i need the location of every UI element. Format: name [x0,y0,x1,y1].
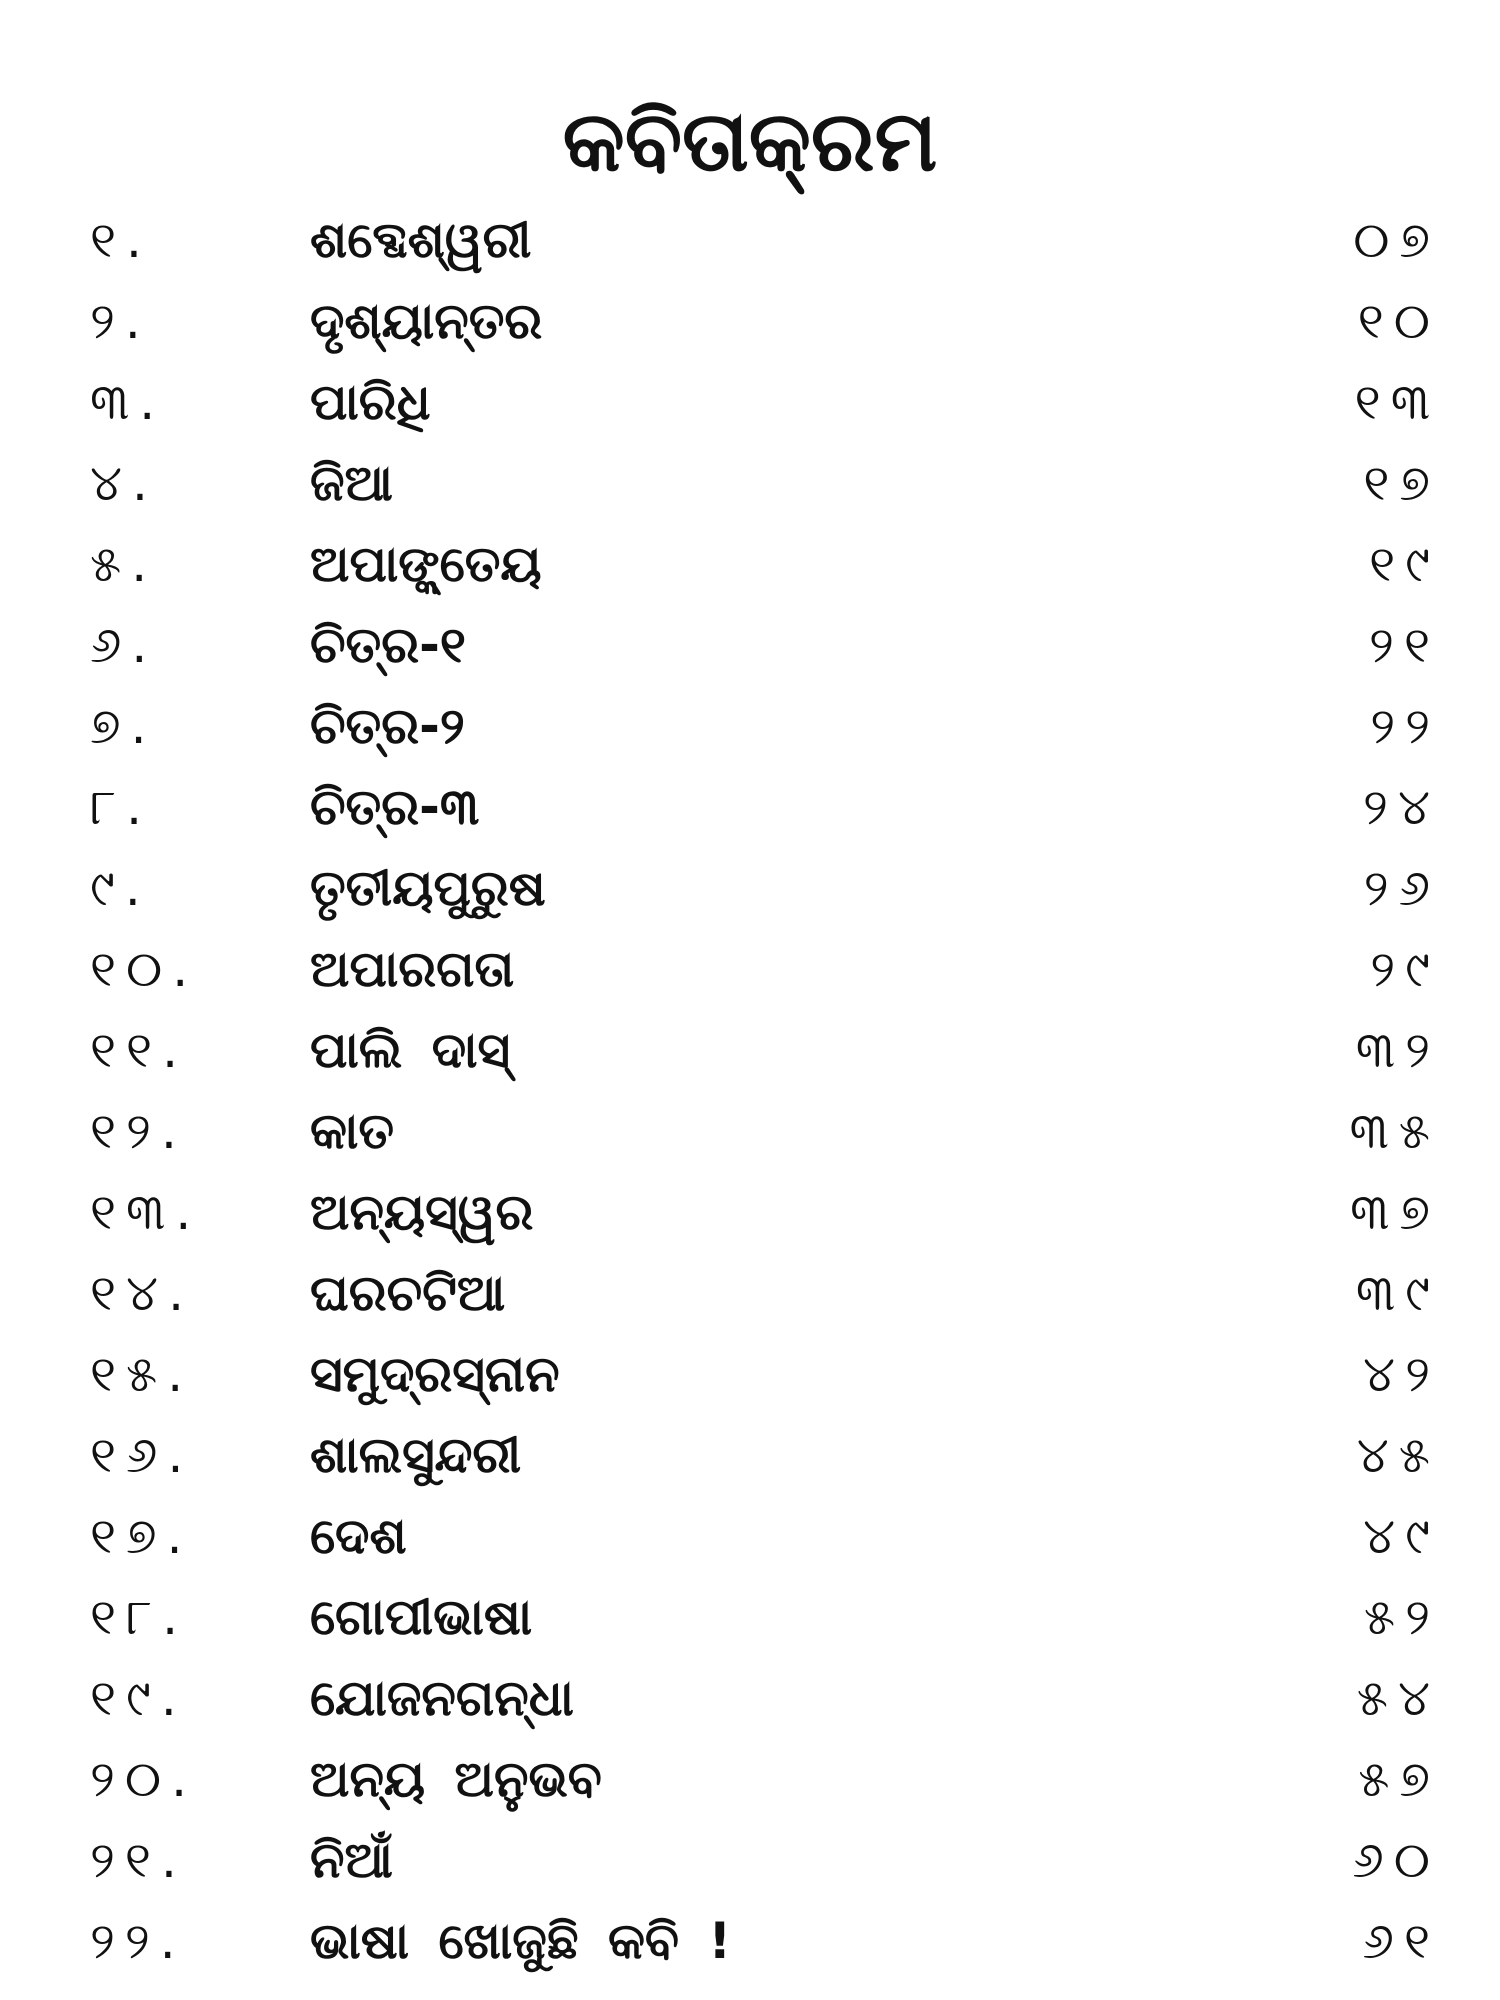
toc-entry-number: ୧୫. [90,1345,194,1403]
toc-entry-number: ୮. [90,778,152,836]
toc-entry-number: ୪. [90,454,158,512]
toc-entry-number: ୧୮. [90,1588,189,1646]
toc-entry-number: ୨୧. [90,1831,187,1889]
toc-entry-title: ଚିତ୍ର-୩ [310,778,480,836]
toc-entry-page: ୨୯ [1370,940,1440,998]
toc-entry [0,1253,1500,1334]
toc-entry-title: ଅନ୍ୟସ୍ୱର [310,1183,534,1241]
toc-entry-number: ୧୪. [90,1264,194,1322]
toc-entry-number: ୨୨. [90,1912,186,1970]
toc-entry-page: ୨୬ [1363,859,1440,917]
toc-entry-number: ୧୨. [90,1102,187,1160]
toc-entry-page: ୫୭ [1358,1750,1440,1808]
toc-entry [0,1901,1500,1982]
toc-entry [0,524,1500,605]
toc-entry [0,1820,1500,1901]
toc-entry [0,686,1500,767]
toc-entry-title: ପାରିଧି [310,373,431,431]
toc-entry-number: ୧୭. [90,1507,193,1565]
toc-entry [0,848,1500,929]
toc-entry [0,1010,1500,1091]
toc-entry [0,605,1500,686]
toc-entry [0,1334,1500,1415]
toc-entry-title: ଚିତ୍ର-୨ [310,697,465,755]
toc-entry-page: ୦୭ [1353,211,1440,269]
toc-entry-number: ୧୬. [90,1426,194,1484]
toc-entry-page: ୫୪ [1356,1669,1440,1727]
toc-entry-number: ୧୦. [90,940,199,998]
toc-entry-page: ୧୭ [1363,454,1440,512]
page-title: କବିତାକ୍ରମ [562,92,938,191]
toc-entry-page: ୪୫ [1356,1426,1440,1484]
toc-entry-page: ୬୦ [1352,1831,1440,1889]
toc-entry [0,1658,1500,1739]
toc-entry [0,929,1500,1010]
toc-entry-title: ନିଆଁ [310,1831,393,1889]
toc-entry-page: ୧୦ [1357,292,1440,350]
toc-entry-number: ୨୦. [90,1750,197,1808]
toc-entry-title: ଅନ୍ୟ ଅନୁଭବ [310,1750,602,1808]
table-of-contents [0,200,1500,1982]
toc-entry-number: ୯. [90,859,151,917]
toc-entry-title: ଦେଶ [310,1507,407,1565]
toc-entry-title: କାତ [310,1102,394,1160]
toc-entry-number: ୫. [90,535,158,593]
toc-entry-page: ୨୧ [1369,616,1440,674]
toc-entry-number: ୧୩. [90,1183,202,1241]
toc-entry-title: ଭାଷା ଖୋଜୁଛି କବି ! [310,1912,732,1970]
toc-entry [0,1172,1500,1253]
toc-entry-page: ୪୯ [1363,1507,1440,1565]
toc-entry-title: ଗୋପୀଭାଷା [310,1588,533,1646]
toc-entry-title: ଯୋଜନଗନ୍ଧା [310,1669,574,1727]
toc-entry-title: ପାଲି ଦାସ୍ [310,1021,511,1079]
toc-entry [0,1739,1500,1820]
toc-entry-page: ୧୯ [1369,535,1440,593]
toc-entry-page: ୪୨ [1363,1345,1440,1403]
toc-entry-page: ୩୨ [1355,1021,1440,1079]
toc-entry-title: ଶାଲସୁନ୍ଦରୀ [310,1426,522,1484]
toc-entry-page: ୨୪ [1363,778,1440,836]
toc-entry-title: ତୃତୀୟପୁରୁଷ [310,859,546,917]
toc-entry-title: ଜିଆ [310,454,393,512]
toc-entry [0,1415,1500,1496]
toc-entry-title: ଦୃଶ୍ୟାନ୍ତର [310,292,543,350]
toc-entry-number: ୨. [90,292,151,350]
toc-entry-number: ୧. [90,211,152,269]
toc-entry-title: ଅପାରଗତା [310,940,515,998]
toc-entry-page: ୩୭ [1350,1183,1440,1241]
toc-entry-title: ସମୁଦ୍ରସ୍ନାନ [310,1345,560,1403]
toc-entry [0,362,1500,443]
toc-entry [0,767,1500,848]
toc-entry-page: ୫୨ [1363,1588,1440,1646]
toc-entry [0,1091,1500,1172]
toc-entry-page: ୧୩ [1354,373,1440,431]
toc-entry [0,1577,1500,1658]
toc-entry-title: ଚିତ୍ର-୧ [310,616,466,674]
toc-entry-page: ୬୧ [1362,1912,1440,1970]
toc-entry-page: ୩୫ [1349,1102,1440,1160]
toc-entry-number: ୩. [90,373,166,431]
toc-entry [0,443,1500,524]
toc-entry-title: ଅପାଙ୍କ୍ତେୟ [310,535,542,593]
toc-entry-page: ୩୯ [1355,1264,1440,1322]
toc-entry [0,281,1500,362]
toc-entry-number: ୧୯. [90,1669,187,1727]
toc-entry [0,200,1500,281]
toc-entry-number: ୬. [90,616,158,674]
toc-entry-number: ୧୧. [90,1021,188,1079]
toc-entry-page: ୨୨ [1370,697,1440,755]
toc-entry-title: ଘରଚଟିଆ [310,1264,506,1322]
toc-entry-number: ୭. [90,697,157,755]
toc-entry [0,1496,1500,1577]
toc-entry-title: ଶବ୍ଦେଶ୍ୱରୀ [310,211,532,269]
